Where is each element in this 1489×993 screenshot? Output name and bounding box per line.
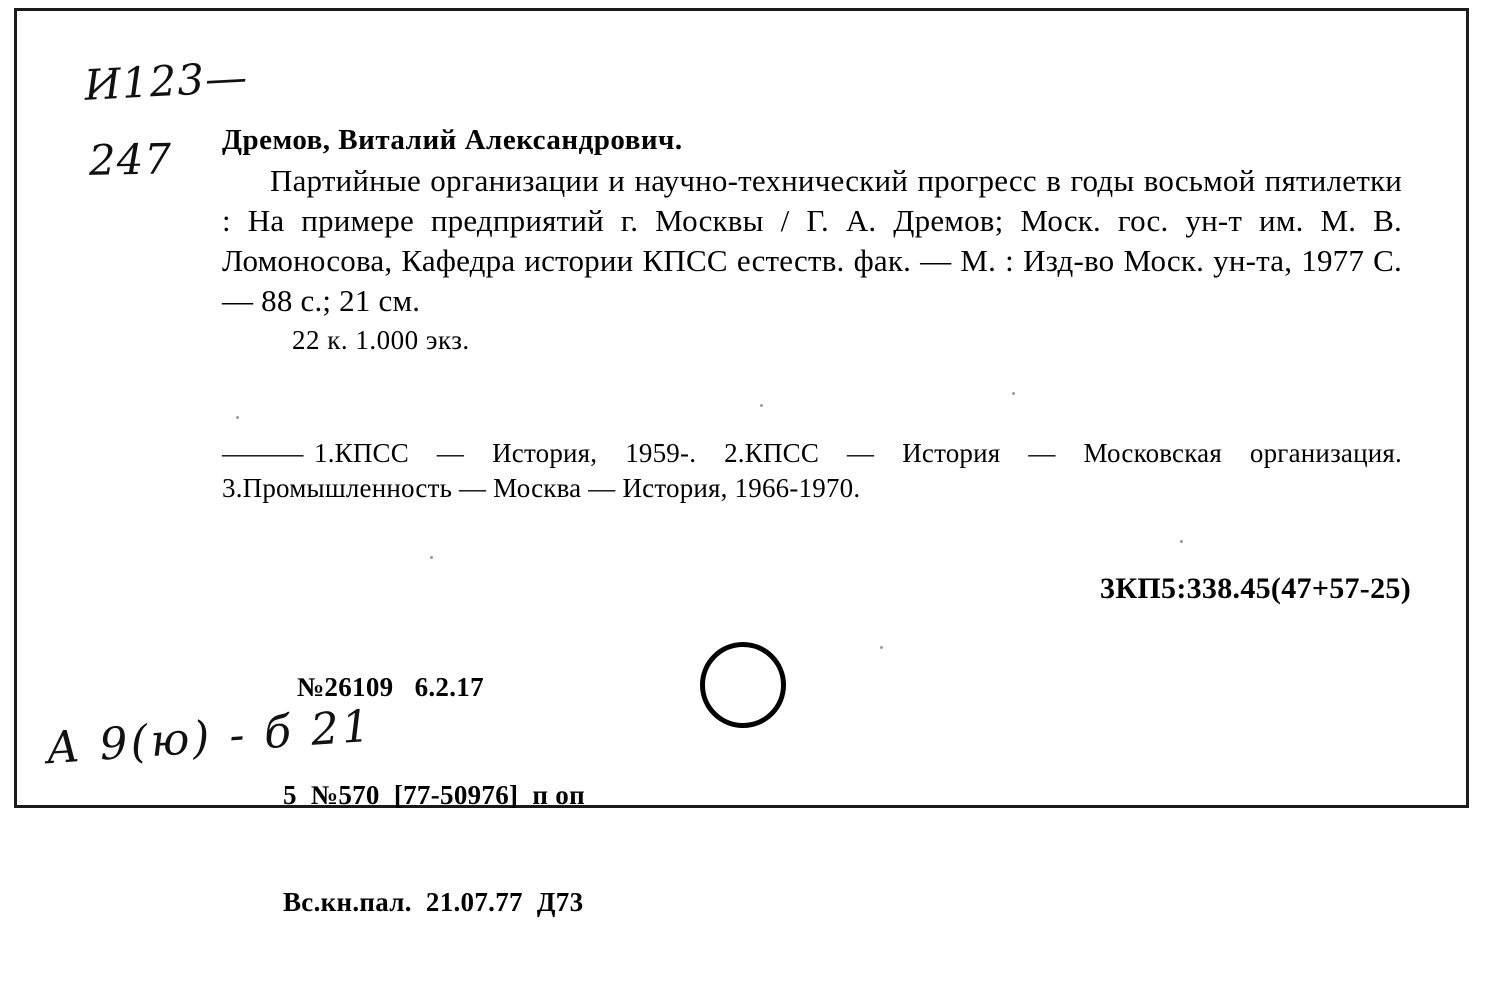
accession-footer: [283, 598, 585, 993]
round-stamp-icon: [700, 642, 786, 728]
tracings-dash-lead: ———: [222, 438, 304, 468]
scan-speck: [1012, 392, 1015, 395]
handwritten-shelfmark-top-line1: И123—: [83, 52, 250, 110]
title-statement: [222, 161, 1402, 321]
scan-speck: [430, 556, 433, 559]
classification-number: 3КП5:338.45(47+57-25): [1100, 572, 1411, 605]
subject-tracings-text: 1.КПСС — История, 1959-. 2.КПСС — История — Московская организация. 3.Промышленность — Москва — История, 1966-1970.: [222, 438, 1402, 503]
handwritten-shelfmark-top-line2: 247: [88, 134, 173, 185]
accession-line-3: Вс.кн.пал. 21.07.77 Д73: [283, 887, 584, 918]
bibliographic-block: [222, 124, 1402, 356]
handwritten-shelfmark-bottom: А 9(ю) - б 21: [44, 700, 375, 775]
title-statement-text: Партийные организации и научно-технический прогресс в годы восьмой пятилетки : На примере предприятий г. Москвы / Г. А. Дремов; Моск. гос. ун-т им. М. В. Ломоносова, Кафедра истории КПСС естеств. фак. — М. : Изд-во Моск. ун-та, 1977 С. — 88 с.; 21 см.: [222, 163, 1402, 318]
price-and-print-run: 22 к. 1.000 экз.: [292, 324, 470, 355]
subject-tracings: [222, 436, 1402, 505]
accession-line-2: 5 №570 [77-50976] п оп: [283, 779, 585, 810]
scan-speck: [760, 404, 763, 407]
accession-line-1: №26109 6.2.17: [297, 671, 484, 702]
scan-speck: [1180, 540, 1183, 543]
scan-speck: [236, 416, 239, 419]
scan-speck: [880, 646, 883, 649]
author-heading: Дремов, Виталий Александрович.: [222, 124, 683, 156]
